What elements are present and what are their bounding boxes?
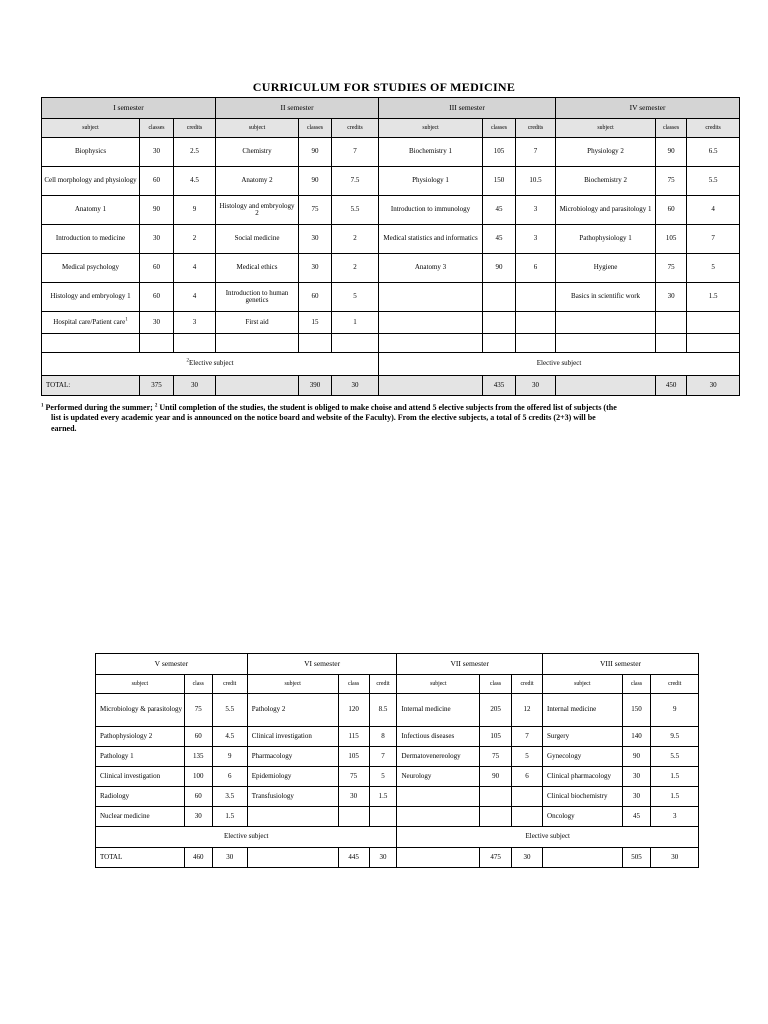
classes-cell: 45 (622, 807, 651, 827)
subject-cell: Medical ethics (216, 254, 299, 283)
classes-cell (140, 334, 174, 353)
subject-cell: Introduction to medicine (42, 225, 140, 254)
elective-subject-cell (42, 353, 379, 376)
subject-cell (216, 334, 299, 353)
classes-header: classes (299, 119, 332, 138)
classes-cell: 45 (483, 225, 516, 254)
curriculum-table-semesters-1-4 (41, 97, 740, 396)
semester-header-row (96, 654, 699, 675)
classes-cell: 30 (140, 225, 174, 254)
credits-cell: 9 (174, 196, 216, 225)
credits-cell: 7 (687, 225, 740, 254)
classes-cell: 90 (622, 747, 651, 767)
column-header-row (96, 675, 699, 694)
table-row (96, 727, 699, 747)
semester-header-row (42, 98, 740, 119)
credits-cell: 12 (512, 694, 543, 727)
classes-cell: 75 (299, 196, 332, 225)
total-blank (216, 376, 299, 396)
classes-cell (480, 787, 512, 807)
credits-cell (687, 334, 740, 353)
table-row (96, 747, 699, 767)
classes-cell: 150 (483, 167, 516, 196)
total-row (42, 376, 740, 396)
credits-cell: 3 (651, 807, 699, 827)
classes-header: class (480, 675, 512, 694)
credits-cell: 7 (516, 138, 556, 167)
subject-cell: Clinical pharmacology (543, 767, 622, 787)
credits-header: credit (512, 675, 543, 694)
classes-cell: 105 (480, 727, 512, 747)
classes-cell: 15 (299, 312, 332, 334)
classes-cell: 90 (656, 138, 687, 167)
subject-cell (397, 787, 480, 807)
semester-heading: III semester (379, 98, 556, 119)
subject-cell: Clinical investigation (96, 767, 185, 787)
subject-cell (42, 334, 140, 353)
subject-cell (247, 807, 338, 827)
subject-cell: Pathology 1 (96, 747, 185, 767)
subject-cell: Cell morphology and physiology (42, 167, 140, 196)
subject-text: Hospital care/Patient care (53, 317, 126, 326)
subject-cell: Pathophysiology 1 (556, 225, 656, 254)
classes-cell: 60 (140, 254, 174, 283)
classes-cell (299, 334, 332, 353)
subject-cell: Introduction to immunology (379, 196, 483, 225)
subject-cell: Pharmacology (247, 747, 338, 767)
credits-cell (512, 807, 543, 827)
subject-header: subject (556, 119, 656, 138)
classes-cell: 30 (299, 254, 332, 283)
table-row (42, 138, 740, 167)
semester-heading: VI semester (247, 654, 397, 675)
subject-cell: Oncology (543, 807, 622, 827)
credits-cell (516, 312, 556, 334)
credits-cell: 10.5 (516, 167, 556, 196)
footnote (41, 403, 713, 434)
subject-cell: Introduction to human genetics (216, 283, 299, 312)
subject-cell: Infectious diseases (397, 727, 480, 747)
credits-cell: 6 (512, 767, 543, 787)
classes-cell: 105 (483, 138, 516, 167)
subject-cell (379, 283, 483, 312)
credits-cell: 4 (174, 254, 216, 283)
credits-cell: 5 (687, 254, 740, 283)
subject-cell: Medical psychology (42, 254, 140, 283)
table-row (42, 283, 740, 312)
subject-cell (42, 312, 140, 334)
subject-cell: Histology and embryology 2 (216, 196, 299, 225)
table-row (96, 767, 699, 787)
credits-cell: 6.5 (687, 138, 740, 167)
total-classes: 390 (299, 376, 332, 396)
elective-text: Elective subject (189, 359, 234, 368)
total-credits: 30 (651, 848, 699, 868)
footnote-mark-2: 2 (154, 403, 158, 409)
subject-cell: Transfusiology (247, 787, 338, 807)
total-classes: 445 (338, 848, 369, 868)
classes-cell (656, 334, 687, 353)
subject-header: subject (216, 119, 299, 138)
classes-cell: 100 (184, 767, 212, 787)
total-label: TOTAL: (42, 376, 140, 396)
classes-cell: 115 (338, 727, 369, 747)
classes-header: classes (140, 119, 174, 138)
credits-cell: 7 (369, 747, 397, 767)
subject-cell (397, 807, 480, 827)
elective-subject-cell: Elective subject (397, 827, 699, 848)
classes-cell (480, 807, 512, 827)
subject-cell: Social medicine (216, 225, 299, 254)
credits-cell: 1.5 (687, 283, 740, 312)
subject-cell (379, 312, 483, 334)
credits-cell: 5.5 (332, 196, 379, 225)
classes-cell: 90 (299, 138, 332, 167)
column-header-row (42, 119, 740, 138)
total-blank (247, 848, 338, 868)
subject-cell: Biochemistry 2 (556, 167, 656, 196)
total-credits: 30 (516, 376, 556, 396)
credits-cell: 1 (332, 312, 379, 334)
credits-cell (174, 334, 216, 353)
classes-cell (483, 334, 516, 353)
total-credits: 30 (512, 848, 543, 868)
classes-header: class (622, 675, 651, 694)
footnote-mark-1: 1 (41, 403, 44, 409)
footnote-text-part2: Until completion of the studies, the student is obliged to make choise and attend 5 elective subjects from the offered list of subjects (the (157, 403, 617, 412)
classes-cell: 30 (622, 787, 651, 807)
subject-cell: Epidemiology (247, 767, 338, 787)
subject-cell: Medical statistics and informatics (379, 225, 483, 254)
credits-cell: 3 (516, 196, 556, 225)
credits-cell (332, 334, 379, 353)
classes-cell: 90 (299, 167, 332, 196)
subject-cell: Pathology 2 (247, 694, 338, 727)
elective-subject-cell: Elective subject (379, 353, 740, 376)
semester-heading: VIII semester (543, 654, 699, 675)
classes-cell: 30 (140, 312, 174, 334)
subject-cell: Anatomy 3 (379, 254, 483, 283)
credits-cell: 1.5 (369, 787, 397, 807)
table-row (96, 694, 699, 727)
credits-cell: 4 (687, 196, 740, 225)
credits-cell: 8 (369, 727, 397, 747)
subject-cell: Neurology (397, 767, 480, 787)
subject-cell: Internal medicine (397, 694, 480, 727)
subject-cell: Anatomy 2 (216, 167, 299, 196)
subject-cell (556, 312, 656, 334)
classes-cell: 60 (299, 283, 332, 312)
subject-cell: Microbiology & parasitology (96, 694, 185, 727)
credits-cell: 1.5 (651, 787, 699, 807)
classes-cell (656, 312, 687, 334)
classes-cell: 60 (656, 196, 687, 225)
classes-cell: 75 (184, 694, 212, 727)
classes-cell: 60 (184, 727, 212, 747)
classes-cell (338, 807, 369, 827)
total-classes: 475 (480, 848, 512, 868)
subject-cell: Microbiology and parasitology 1 (556, 196, 656, 225)
total-classes: 450 (656, 376, 687, 396)
credits-cell: 7.5 (332, 167, 379, 196)
total-classes: 435 (483, 376, 516, 396)
total-credits: 30 (332, 376, 379, 396)
credits-cell: 2 (174, 225, 216, 254)
credits-cell: 9 (651, 694, 699, 727)
semester-heading: VII semester (397, 654, 543, 675)
total-blank (556, 376, 656, 396)
credits-cell (687, 312, 740, 334)
subject-cell: Radiology (96, 787, 185, 807)
credits-cell: 6 (516, 254, 556, 283)
subject-cell: Biochemistry 1 (379, 138, 483, 167)
total-credits: 30 (212, 848, 247, 868)
subject-header: subject (543, 675, 622, 694)
subject-cell: Dermatovenereology (397, 747, 480, 767)
credits-cell (512, 787, 543, 807)
classes-cell: 60 (140, 283, 174, 312)
footnote-line-3: earned. (51, 423, 77, 433)
semester-heading: V semester (96, 654, 248, 675)
semester-heading: IV semester (556, 98, 740, 119)
classes-cell: 30 (338, 787, 369, 807)
credits-cell: 6 (212, 767, 247, 787)
credits-cell: 3 (174, 312, 216, 334)
classes-cell (483, 283, 516, 312)
credits-header: credit (212, 675, 247, 694)
total-row (96, 848, 699, 868)
credits-header: credits (174, 119, 216, 138)
table-row (42, 225, 740, 254)
credits-cell: 5 (512, 747, 543, 767)
credits-cell: 5 (332, 283, 379, 312)
subject-cell (379, 334, 483, 353)
credits-cell: 2.5 (174, 138, 216, 167)
classes-cell: 205 (480, 694, 512, 727)
credits-cell: 5.5 (687, 167, 740, 196)
classes-cell: 120 (338, 694, 369, 727)
classes-cell: 45 (483, 196, 516, 225)
classes-cell: 105 (656, 225, 687, 254)
classes-cell: 30 (656, 283, 687, 312)
table-row (96, 807, 699, 827)
subject-header: subject (42, 119, 140, 138)
document-title: CURRICULUM FOR STUDIES OF MEDICINE (252, 80, 516, 94)
credits-cell (516, 283, 556, 312)
total-credits: 30 (369, 848, 397, 868)
subject-cell: Chemistry (216, 138, 299, 167)
table-row (42, 254, 740, 283)
subject-cell: Hygiene (556, 254, 656, 283)
credits-cell: 2 (332, 225, 379, 254)
table-row (42, 167, 740, 196)
subject-cell: Clinical investigation (247, 727, 338, 747)
total-blank (379, 376, 483, 396)
classes-cell: 75 (656, 167, 687, 196)
classes-cell: 30 (622, 767, 651, 787)
subject-cell: Physiology 1 (379, 167, 483, 196)
credits-header: credit (651, 675, 699, 694)
credits-cell: 4.5 (174, 167, 216, 196)
classes-cell: 30 (299, 225, 332, 254)
subject-cell: Basics in scientific work (556, 283, 656, 312)
subject-cell: Clinical biochemistry (543, 787, 622, 807)
elective-row (42, 353, 740, 376)
table-row (42, 334, 740, 353)
credits-cell: 7 (332, 138, 379, 167)
classes-header: classes (483, 119, 516, 138)
classes-cell (483, 312, 516, 334)
classes-header: class (338, 675, 369, 694)
footnote-ref: 1 (125, 317, 128, 323)
credits-cell: 5.5 (651, 747, 699, 767)
total-label: TOTAL (96, 848, 185, 868)
subject-header: subject (397, 675, 480, 694)
credits-cell: 9 (212, 747, 247, 767)
credits-cell: 4 (174, 283, 216, 312)
classes-cell: 90 (140, 196, 174, 225)
total-classes: 460 (184, 848, 212, 868)
table-row (42, 196, 740, 225)
subject-header: subject (247, 675, 338, 694)
classes-cell: 30 (140, 138, 174, 167)
total-classes: 375 (140, 376, 174, 396)
credits-cell: 7 (512, 727, 543, 747)
total-blank (543, 848, 622, 868)
semester-heading: II semester (216, 98, 379, 119)
classes-header: classes (656, 119, 687, 138)
classes-cell: 60 (184, 787, 212, 807)
credits-cell: 1.5 (212, 807, 247, 827)
total-credits: 30 (687, 376, 740, 396)
classes-cell: 90 (483, 254, 516, 283)
credits-cell: 5 (369, 767, 397, 787)
subject-cell: Internal medicine (543, 694, 622, 727)
curriculum-table-semesters-5-8 (95, 653, 699, 868)
credits-header: credits (687, 119, 740, 138)
credits-cell: 8.5 (369, 694, 397, 727)
total-credits: 30 (174, 376, 216, 396)
subject-cell: Anatomy 1 (42, 196, 140, 225)
classes-cell: 150 (622, 694, 651, 727)
subject-cell: First aid (216, 312, 299, 334)
classes-cell: 140 (622, 727, 651, 747)
total-classes: 505 (622, 848, 651, 868)
credits-cell: 1.5 (651, 767, 699, 787)
subject-cell: Physiology 2 (556, 138, 656, 167)
table-row (42, 312, 740, 334)
footnote-ref: 2 (186, 359, 189, 364)
elective-subject-cell: Elective subject (96, 827, 397, 848)
credits-cell: 4.5 (212, 727, 247, 747)
subject-header: subject (96, 675, 185, 694)
classes-cell: 75 (656, 254, 687, 283)
total-blank (397, 848, 480, 868)
subject-cell: Histology and embryology 1 (42, 283, 140, 312)
footnote-line-2: list is updated every academic year and is announced on the notice board and website of the Faculty). From the elective subjects, a total of 5 credits (2+3) will be (51, 413, 596, 423)
subject-cell (556, 334, 656, 353)
classes-cell: 135 (184, 747, 212, 767)
classes-cell: 90 (480, 767, 512, 787)
credits-cell (369, 807, 397, 827)
credits-cell: 9.5 (651, 727, 699, 747)
subject-cell: Biophysics (42, 138, 140, 167)
classes-cell: 75 (480, 747, 512, 767)
classes-cell: 105 (338, 747, 369, 767)
classes-cell: 60 (140, 167, 174, 196)
subject-cell: Pathophysiology 2 (96, 727, 185, 747)
credits-header: credits (516, 119, 556, 138)
subject-cell: Nuclear medicine (96, 807, 185, 827)
subject-cell: Gynecology (543, 747, 622, 767)
credits-cell: 5.5 (212, 694, 247, 727)
credits-cell: 3 (516, 225, 556, 254)
classes-cell: 30 (184, 807, 212, 827)
credits-header: credit (369, 675, 397, 694)
classes-header: class (184, 675, 212, 694)
credits-cell: 2 (332, 254, 379, 283)
semester-heading: I semester (42, 98, 216, 119)
table-row (96, 787, 699, 807)
subject-cell: Surgery (543, 727, 622, 747)
subject-header: subject (379, 119, 483, 138)
credits-header: credits (332, 119, 379, 138)
footnote-text-part1: Performed during the summer; (43, 403, 155, 412)
classes-cell: 75 (338, 767, 369, 787)
credits-cell: 3.5 (212, 787, 247, 807)
elective-row (96, 827, 699, 848)
credits-cell (516, 334, 556, 353)
